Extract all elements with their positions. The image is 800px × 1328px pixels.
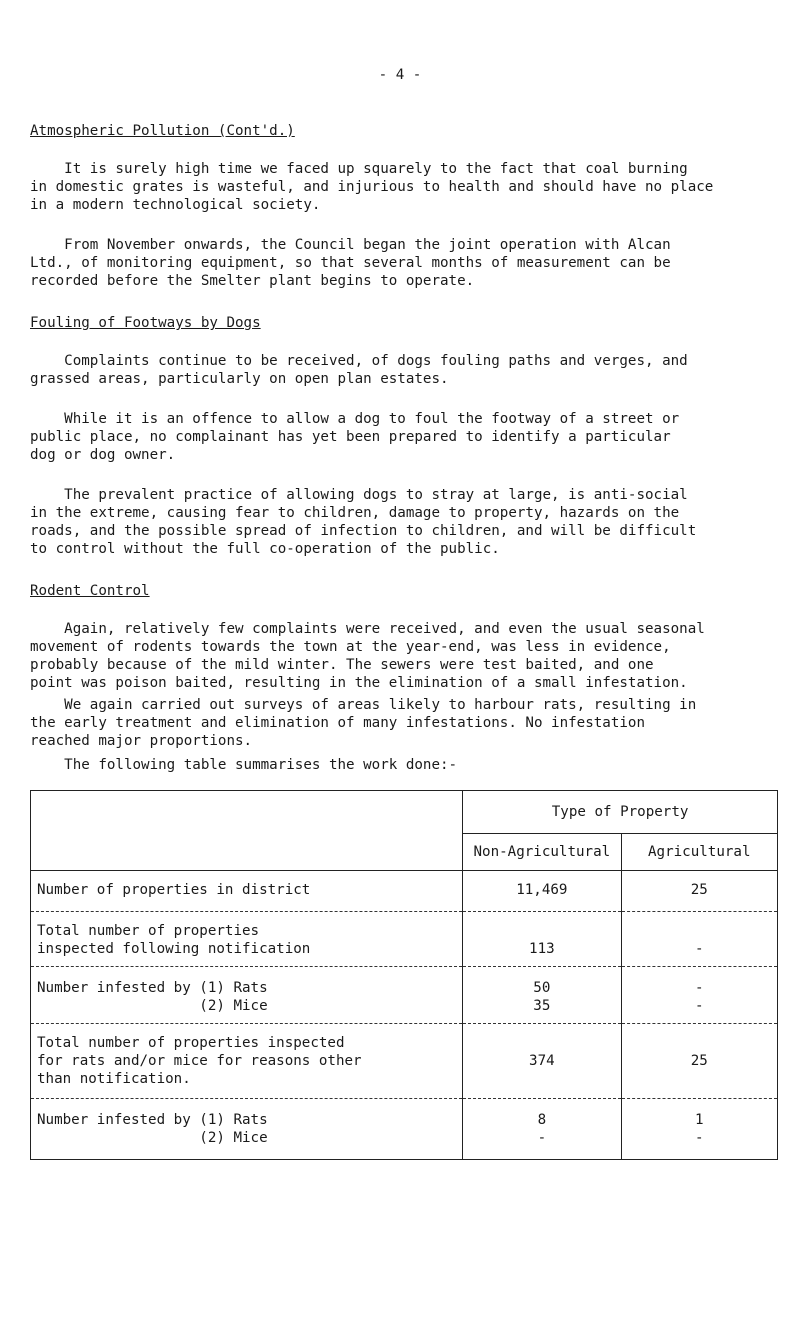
paragraph: The prevalent practice of allowing dogs to stray at large, is anti-social in the extreme, causing fear to children, damage to property, hazards on the roads, and the possible spread of infection to children, and will be difficult to control without the full co-operation of the public. bbox=[30, 487, 697, 557]
row-value-agricultural: 1 - bbox=[621, 1099, 777, 1160]
section-heading-rodent: Rodent Control bbox=[30, 583, 150, 599]
agricultural-header: Agricultural bbox=[621, 834, 777, 871]
section-heading-fouling: Fouling of Footways by Dogs bbox=[30, 315, 261, 331]
paragraph: From November onwards, the Council began the joint operation with Alcan Ltd., of monitoring equipment, so that several months of measurement can be recorded before the Smelter plant begins to operate. bbox=[30, 237, 671, 289]
table-row bbox=[31, 967, 778, 1024]
rodent-summary-table bbox=[30, 790, 778, 1160]
paragraph: The following table summarises the work done:- bbox=[30, 757, 458, 773]
table-row bbox=[31, 871, 778, 912]
row-label: Number infested by (1) Rats (2) Mice bbox=[31, 1099, 463, 1160]
row-value-non-agricultural: 50 35 bbox=[463, 967, 621, 1024]
page-number: - 4 - bbox=[378, 67, 422, 83]
paragraph: Complaints continue to be received, of dogs fouling paths and verges, and grassed areas, particularly on open plan estates. bbox=[30, 353, 688, 387]
table-row bbox=[31, 912, 778, 967]
paragraph: It is surely high time we faced up squarely to the fact that coal burning in domestic grates is wasteful, and injurious to health and should have no place in a modern technological society. bbox=[30, 161, 714, 213]
type-of-property-header: Type of Property bbox=[463, 791, 778, 834]
table-row bbox=[31, 1099, 778, 1160]
row-value-agricultural: - bbox=[621, 912, 777, 967]
row-value-non-agricultural: 11,469 bbox=[463, 871, 621, 912]
table-header-blank bbox=[31, 791, 463, 871]
row-label: Number infested by (1) Rats (2) Mice bbox=[31, 967, 463, 1024]
table-header-row bbox=[31, 791, 778, 834]
paragraph: Again, relatively few complaints were received, and even the usual seasonal movement of rodents towards the town at the year-end, was less in evidence, probably because of the mild winter. The sewers were test baited, and one point was poison baited, resulting in the elimination of a small infestation. bbox=[30, 621, 705, 691]
paragraph: We again carried out surveys of areas likely to harbour rats, resulting in the early treatment and elimination of many infestations. No infestation reached major proportions. bbox=[30, 697, 697, 749]
row-value-agricultural: 25 bbox=[621, 1024, 777, 1099]
non-agricultural-header: Non-Agricultural bbox=[463, 834, 621, 871]
section-heading-atmospheric: Atmospheric Pollution (Cont'd.) bbox=[30, 123, 295, 139]
table-row bbox=[31, 1024, 778, 1099]
row-value-agricultural: 25 bbox=[621, 871, 777, 912]
row-label: Number of properties in district bbox=[31, 871, 463, 912]
paragraph: While it is an offence to allow a dog to foul the footway of a street or public place, no complainant has yet been prepared to identify a particular dog or dog owner. bbox=[30, 411, 680, 463]
row-label: Total number of properties inspected following notification bbox=[31, 912, 463, 967]
row-value-agricultural: - - bbox=[621, 967, 777, 1024]
row-value-non-agricultural: 8 - bbox=[463, 1099, 621, 1160]
row-value-non-agricultural: 113 bbox=[463, 912, 621, 967]
row-label: Total number of properties inspected for rats and/or mice for reasons other than notification. bbox=[31, 1024, 463, 1099]
row-value-non-agricultural: 374 bbox=[463, 1024, 621, 1099]
